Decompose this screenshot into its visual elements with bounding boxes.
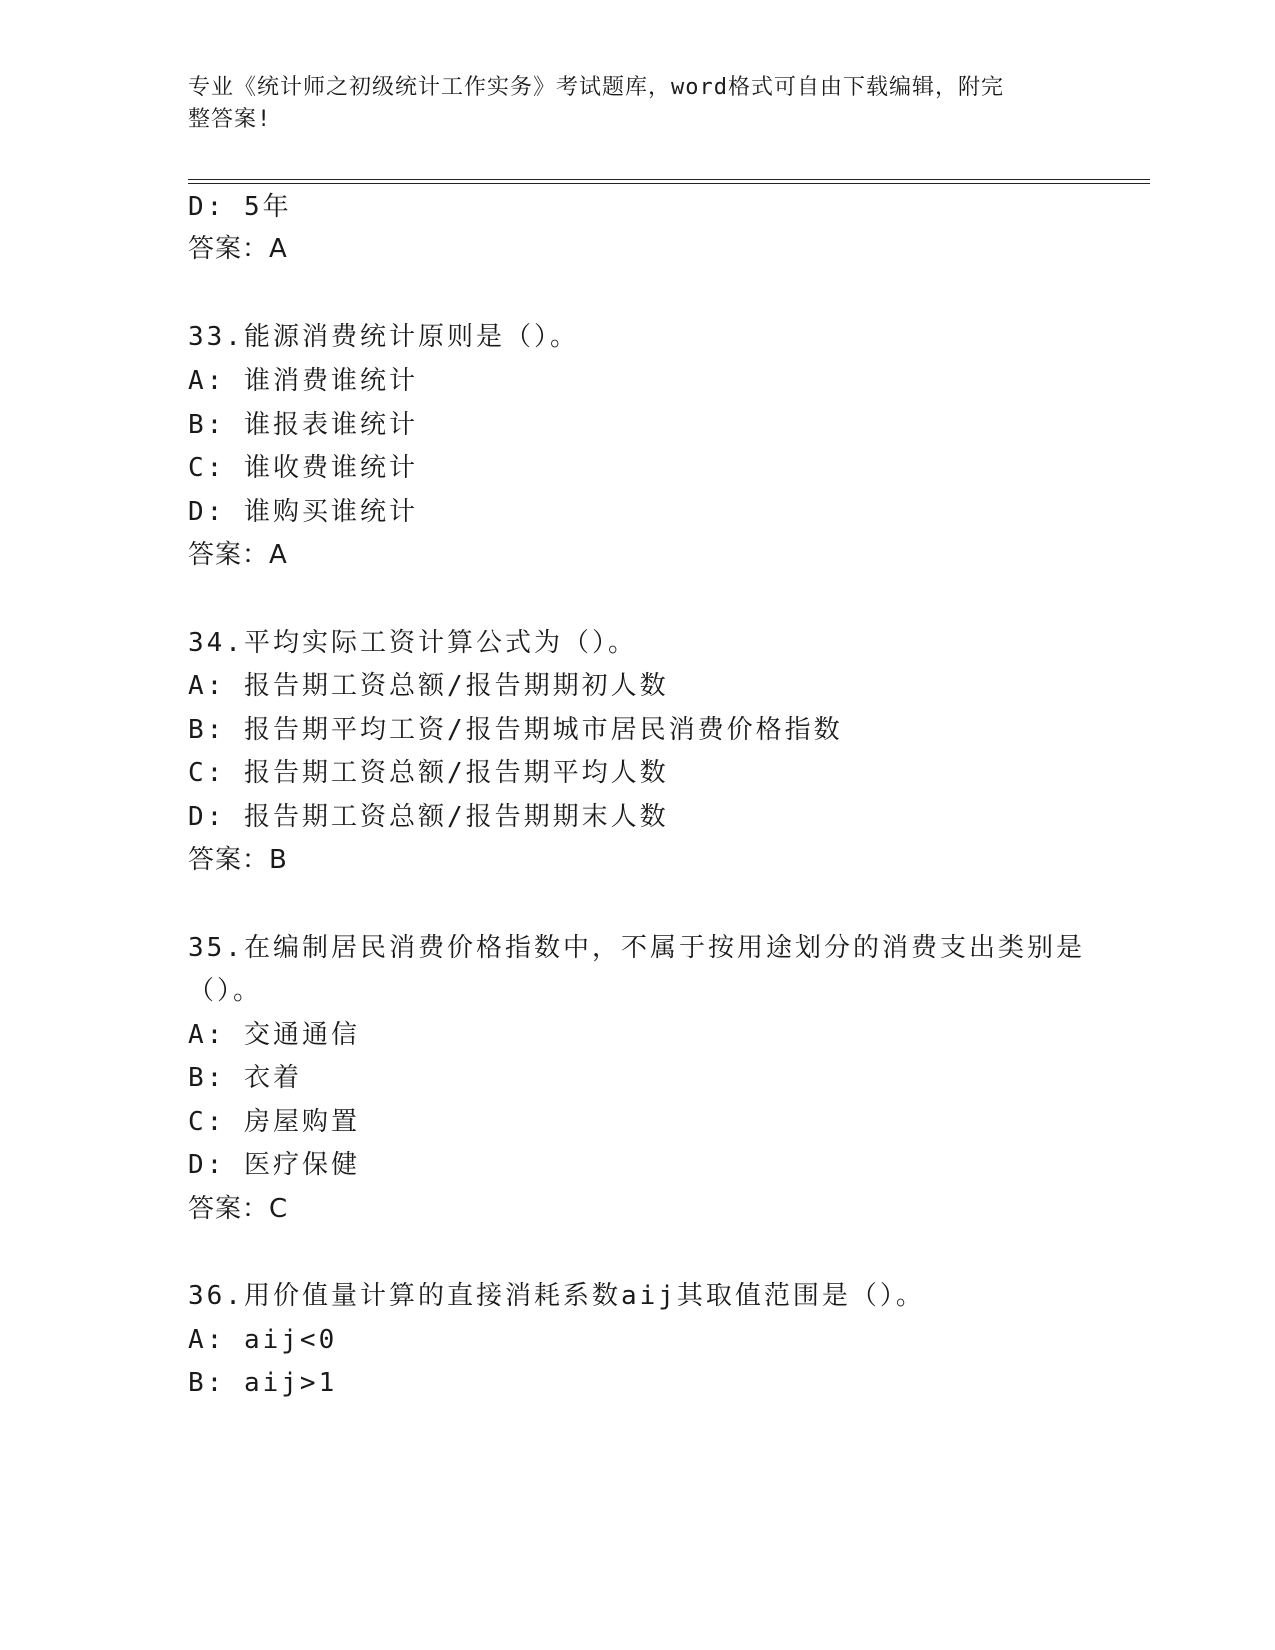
q35-option-b: B: 衣着 [188,1063,302,1093]
q36-option-b: B: aij>1 [188,1368,338,1398]
q32-option-d: D: 5年 [188,192,292,222]
q35-option-a: A: 交通通信 [188,1020,360,1050]
q33-option-a: A: 谁消费谁统计 [188,366,418,396]
q33-option-c: C: 谁收费谁统计 [188,453,418,483]
page-header [188,72,1088,136]
q33-option-b: B: 谁报表谁统计 [188,410,418,440]
header-line-2: 整答案! [188,107,272,132]
q35-answer: 答案：C [188,1194,289,1224]
q34-question: 34.平均实际工资计算公式为（）。 [188,628,637,658]
q33-answer: 答案：A [188,540,288,570]
q34-answer: 答案：B [188,845,288,875]
q34-option-a: A: 报告期工资总额/报告期期初人数 [188,671,669,701]
header-divider-top [188,179,1150,180]
q35-question-line-2: （）。 [188,976,263,1006]
q34-option-d: D: 报告期工资总额/报告期期末人数 [188,802,669,832]
q35-option-c: C: 房屋购置 [188,1107,360,1137]
q35-question-line-1: 35.在编制居民消费价格指数中，不属于按用途划分的消费支出类别是 [188,933,1085,963]
q36-option-a: A: aij<0 [188,1325,338,1355]
q33-option-d: D: 谁购买谁统计 [188,497,418,527]
q33-question: 33.能源消费统计原则是（）。 [188,322,579,352]
q32-answer: 答案：A [188,234,288,264]
q36-question: 36.用价值量计算的直接消耗系数aij其取值范围是（）。 [188,1281,925,1311]
q35-option-d: D: 医疗保健 [188,1150,360,1180]
q34-option-b: B: 报告期平均工资/报告期城市居民消费价格指数 [188,715,843,745]
q34-option-c: C: 报告期工资总额/报告期平均人数 [188,758,669,788]
header-divider-bottom [188,183,1150,184]
header-line-1: 专业《统计师之初级统计工作实务》考试题库，word格式可自由下载编辑，附完 [188,75,1004,100]
